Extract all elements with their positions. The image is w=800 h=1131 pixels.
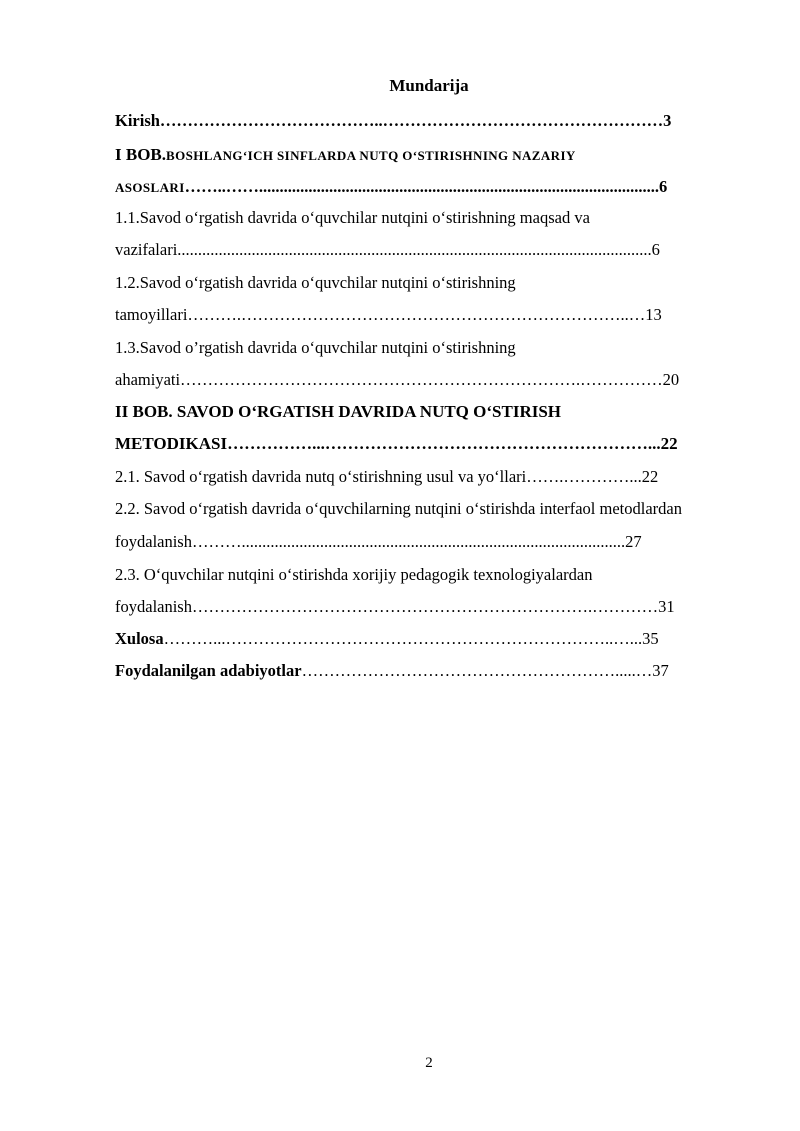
toc-entry-2-3-line2: foydalanish……………………………………………………………….…………31 [115,597,675,616]
toc-entry-1-1-line2: vazifalari...................................................................................................................6 [115,240,660,259]
toc-entry-bob2-line2: METODIKASI……………...…………………………………………………...22 [115,434,678,453]
page-number: 2 [425,1055,433,1071]
toc-entry-2-2-line2: foydalanish……….............................................................................................27 [115,532,642,551]
toc-xulosa-dots: ………...……………………………………………………………..…...35 [163,629,659,648]
toc-xulosa-label: Xulosa [115,629,164,648]
toc-bob1-asoslari: ASOSLARI [115,180,185,195]
toc-bob1-heading: BOSHLANG‘ICH SINFLARDA NUTQ O‘STIRISHNING NAZARIY [166,148,576,163]
toc-entry-1-1-line1: 1.1.Savod o‘rgatish davrida o‘quvchilar nutqini o‘stirishning maqsad va [115,208,590,227]
toc-bob1-dots: ……..…….................................................................................................6 [184,177,668,196]
toc-entry-1-3-line2: ahamiyati……………………………………………………………….……………20 [115,370,680,389]
toc-entry-2-2-line1: 2.2. Savod o‘rgatish davrida o‘quvchilarning nutqini o‘stirishda interfaol metodlardan [115,499,682,518]
toc-adabiyotlar-dots: ………………………………………………….....…37 [301,661,669,680]
toc-entry-kirish-text: Kirish…………………………………..……………………………………………3 [115,111,672,130]
toc-entry-adabiyotlar [115,661,669,681]
toc-entry-1-2-line2: tamoyillari……….……………………………………………………………..…13 [115,305,662,324]
toc-entry-1-2-line1: 1.2.Savod o‘rgatish davrida o‘quvchilar nutqini o‘stirishning [115,273,516,292]
toc-entry-1-3-line1: 1.3.Savod o’rgatish davrida o‘quvchilar nutqini o‘stirishning [115,338,516,357]
toc-entry-xulosa [115,629,659,649]
toc-title: Mundarija [389,76,469,95]
toc-entry-2-3-line1: 2.3. O‘quvchilar nutqini o‘stirishda xorijiy pedagogik texnologiyalardan [115,565,593,584]
toc-entry-2-1: 2.1. Savod o‘rgatish davrida nutq o‘stirishning usul va yo‘llari…….…………...22 [115,467,659,486]
toc-adabiyotlar-label: Foydalanilgan adabiyotlar [115,661,302,680]
toc-entry-bob1-line2 [115,177,667,198]
toc-entry-bob1-line1 [115,145,576,166]
toc-entry-kirish [115,111,671,131]
toc-entry-bob2-line1: II BOB. SAVOD O‘RGATISH DAVRIDA NUTQ O‘STIRISH [115,402,562,421]
toc-bob1-prefix: I BOB. [115,145,167,164]
